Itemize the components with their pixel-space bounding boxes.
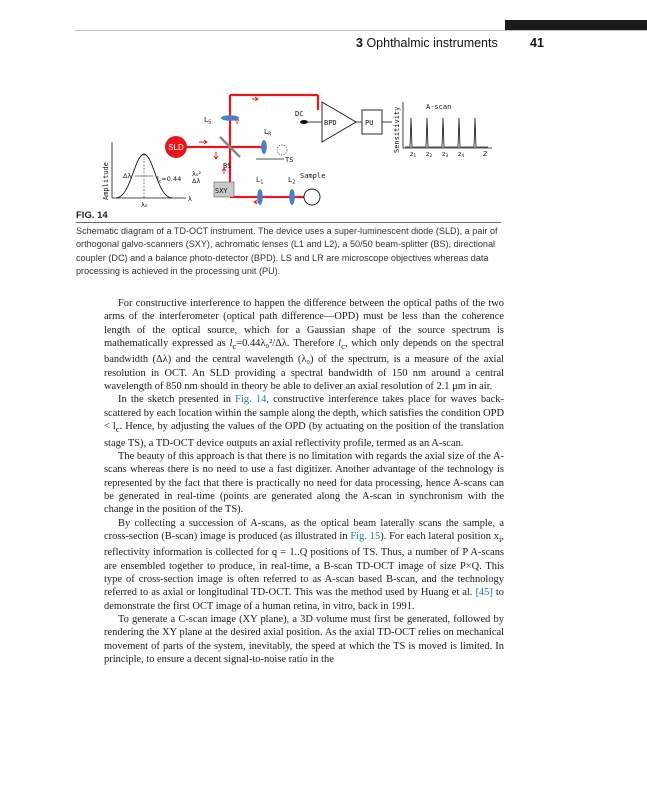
dc-label: DC xyxy=(295,110,304,118)
z4-label: z4 xyxy=(458,150,465,159)
fig-14-link[interactable]: Fig. 14 xyxy=(235,394,267,406)
paragraph-4: By collecting a succession of A-scans, as the optical beam laterally scans the sample, a cross-section (B-scan) image is produced (as illustrated in Fig. 15). For each lateral position $x_i$, reflectivity information is collected for q = 1..Q positions of TS. Thus, a number of P A-scans are ensembled together to produce, in real-time, a B-scan TD-OCT image of size P×Q. This type of cross-section image is often referred to as A-scan based B-scan, and the technology referred to as axial or longitudinal TD-OCT. This was the method used by Huang et al. [45] to demonstrate the first OCT image of a human retina, in vitro, back in 1991. xyxy=(104,517,504,612)
reference-mirror xyxy=(277,145,287,155)
paragraph-1: For constructive interference to happen the difference between the optical paths of the two arms of the interferometer (optical path difference—OPD) must be less than the coherence length of the optical source, which for a Gaussian shape of the source spectrum is mathematically expressed as $l_c=0.44\lambda_0^2/\Delta\lambda$. Therefore $l_c$, which only depends on the spectral bandwidth (Δλ) and the central wavelength (λ₀) of the spectrum, is a measure of the axial resolution in OCT. An SLD providing a spectral bandwidth of 150 nm around a central wavelength of 850 nm should in theory be able to deliver an axial resolution of 2.1 μm in air. xyxy=(104,298,504,393)
z1-label: z1 xyxy=(410,150,417,159)
running-title xyxy=(356,36,498,50)
formula-den: Δλ xyxy=(192,177,201,185)
ascan-label: A-scan xyxy=(426,103,452,111)
sample-label: Sample xyxy=(300,172,326,180)
lens-l2 xyxy=(289,189,295,205)
z3-label: z3 xyxy=(442,150,449,159)
formula-num: λ₀² xyxy=(192,170,202,178)
ls-label: $L_S$ xyxy=(204,116,212,126)
bs-label: BS xyxy=(223,162,232,170)
z-axis-label: Z xyxy=(483,150,488,158)
chapter-number: 3 xyxy=(356,36,363,50)
l1-label: $L_1$ xyxy=(256,176,264,186)
bpd-label: BPD xyxy=(324,119,337,127)
l2-label: $L_2$ xyxy=(288,176,296,186)
figure-rule xyxy=(76,222,501,223)
ascan-peaks xyxy=(405,118,488,147)
body-text xyxy=(104,297,504,667)
lens-ls xyxy=(221,115,239,121)
fig-15-link[interactable]: Fig. 15 xyxy=(350,531,381,542)
z2-label: z2 xyxy=(426,150,433,159)
lens-lr xyxy=(261,140,267,154)
paragraph-5: To generate a C-scan image (XY plane), a 3D volume must first be generated, followed by rendering the XY plane at the desired axial position. As the axial TD-OCT relies on mechanical movement of parts of the system, inevitably, the speed at which the TS is moved is limited. In principle, to ensure a decent signal-to-noise ratio in the xyxy=(104,614,504,666)
sxy-label: SXY xyxy=(215,187,228,195)
pu-label: PU xyxy=(365,119,374,127)
lambda-axis-label: λ xyxy=(188,195,192,203)
dc-coupler xyxy=(300,120,308,124)
header-rule xyxy=(75,30,647,31)
page-number: 41 xyxy=(530,36,544,50)
lr-label: $L_R$ xyxy=(264,128,272,138)
lens-l1 xyxy=(257,189,263,205)
figure-caption: Schematic diagram of a TD-OCT instrument. The device uses a super-luminescent diode (SLD), a pair of orthogonal galvo-scanners (SXY), achromatic lenses (L1 and L2), a 50/50 beam-splitter (BS), directional coupler (DC) and a balance photo-detector (BPD). LS and LR are microscope objectives whereas data processing is achieved in the processing unit (PU). xyxy=(76,226,498,277)
paragraph-2: In the sketch presented in Fig. 14, constructive interference takes place for waves back-scattered by each location within the sample along the depth, which satisfies the condition OPD < $l_c$. Hence, by adjusting the values of the OPD (by actuating on the position of the translation stage TS), a TD-OCT device outputs an axial reflectivity profile, termed as an A-scan. xyxy=(104,394,504,449)
sld-label: SLD xyxy=(168,143,184,152)
delta-lambda-label: Δλ xyxy=(123,172,132,180)
coherence-formula: $l_c=0.44$ xyxy=(157,175,182,185)
reference-45-link[interactable]: [45] xyxy=(475,587,493,599)
paragraph-3: The beauty of this approach is that there is no limitation with regards the axial size of the A-scans whereas there is no need to use a fast digitizer. Another advantage of the technology is represented by the fact that there is practically no need for data processing, hence A-scans can be generated in real-time (points are generated along the A-scan in synchronism with the change in the position of the TS). xyxy=(104,450,504,516)
ts-label: TS xyxy=(285,156,294,164)
td-oct-diagram xyxy=(96,90,536,212)
figure-label: FIG. 14 xyxy=(76,210,108,221)
sample-eye xyxy=(304,189,320,205)
chapter-title: Ophthalmic instruments xyxy=(366,36,498,50)
lambda0-label: λ₀ xyxy=(141,201,148,209)
sensitivity-label: Sensitivity xyxy=(393,106,401,153)
header-bar xyxy=(505,20,647,30)
amplitude-label: Amplitude xyxy=(102,162,110,200)
